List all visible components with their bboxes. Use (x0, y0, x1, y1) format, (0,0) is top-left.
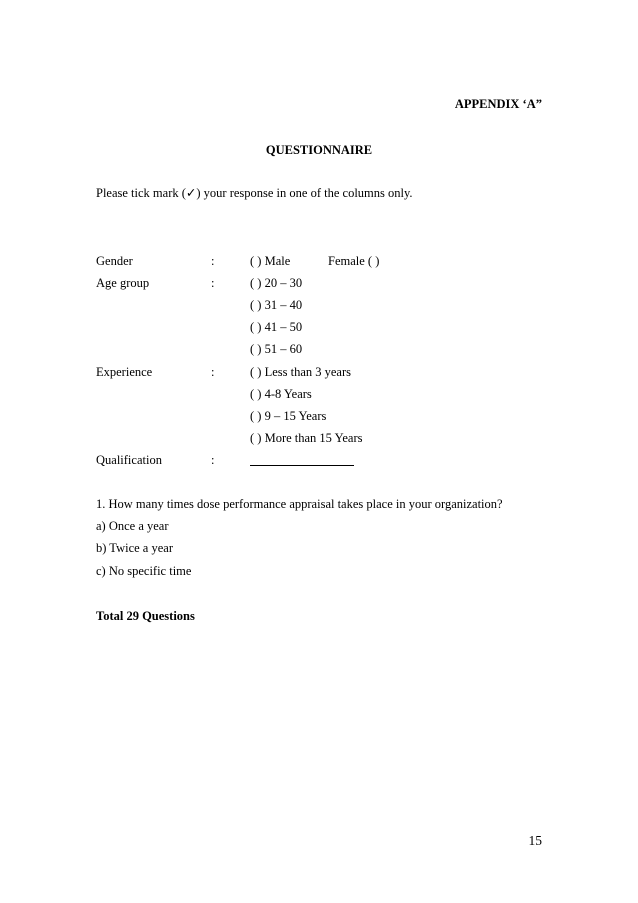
age-option[interactable]: ( ) 41 – 50 (250, 320, 303, 334)
question-1: 1. How many times dose performance appraisal takes place in your organization? (96, 497, 503, 511)
qualification-label: Qualification (96, 453, 162, 467)
gender-row (0, 254, 638, 272)
gender-label: Gender (96, 254, 133, 268)
age-option[interactable]: ( ) 31 – 40 (250, 298, 303, 312)
experience-row (0, 409, 638, 427)
age-option[interactable]: ( ) 20 – 30 (250, 276, 303, 290)
answer-option[interactable]: c) No specific time (96, 564, 192, 578)
age-label: Age group (96, 276, 150, 290)
gender-option-male[interactable]: ( ) Male (250, 254, 291, 268)
age-option[interactable]: ( ) 51 – 60 (250, 342, 303, 356)
age-row (0, 320, 638, 338)
experience-row (0, 387, 638, 405)
experience-row (0, 431, 638, 449)
answer-option[interactable]: a) Once a year (96, 519, 169, 533)
page-number: 15 (528, 833, 542, 848)
experience-row (0, 365, 638, 383)
experience-option[interactable]: ( ) Less than 3 years (250, 365, 352, 379)
appendix-heading: APPENDIX ‘A” (454, 97, 542, 111)
experience-label: Experience (96, 365, 153, 379)
age-row (0, 342, 638, 360)
age-colon: : (211, 276, 215, 290)
qualification-blank-line[interactable] (250, 465, 354, 466)
experience-option[interactable]: ( ) 9 – 15 Years (250, 409, 327, 423)
gender-colon: : (211, 254, 215, 268)
experience-option[interactable]: ( ) 4-8 Years (250, 387, 312, 401)
instruction-text: Please tick mark (✓) your response in one of the columns only. (96, 186, 413, 200)
age-row (0, 298, 638, 316)
age-row (0, 276, 638, 294)
total-questions: Total 29 Questions (96, 609, 195, 623)
gender-option-female[interactable]: Female ( ) (328, 254, 380, 268)
qualification-row (0, 453, 638, 471)
qualification-colon: : (211, 453, 215, 467)
experience-colon: : (211, 365, 215, 379)
answer-option[interactable]: b) Twice a year (96, 541, 173, 555)
experience-option[interactable]: ( ) More than 15 Years (250, 431, 363, 445)
questionnaire-title: QUESTIONNAIRE (265, 143, 373, 157)
